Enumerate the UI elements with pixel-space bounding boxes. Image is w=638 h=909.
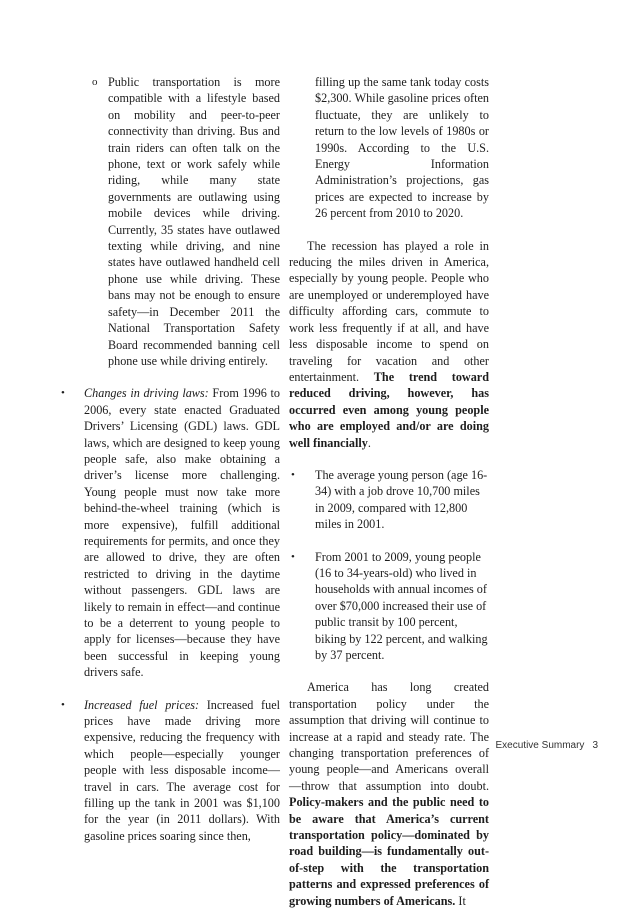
bullet-transit-use: [289, 549, 489, 664]
bullet-marker: •: [291, 468, 295, 481]
bullet-title: Increased fuel prices:: [84, 697, 200, 712]
bullet-body: From 1996 to 2006, every state enacted Graduated Drivers’ Licensing (GDL) laws. GDL laws, which are designed to keep young people safe, also make obtaining a driver’s license more challenging. Young people must now take more behind-the-wheel training (which is more expensive), fulfill additional requirements for permits, and once they are allowed to drive, they are often restricted to driving in the daytime without passengers. GDL laws are likely to remain in effect—and continue to be a deterrent to young people to apply for licenses—because they have been successful in keeping young drivers safe.: [84, 386, 280, 680]
bullet-marker: •: [61, 387, 65, 400]
bullet-marker: •: [291, 550, 295, 563]
policy-bold: Policy-makers and the public need to be aware that America’s current transportation policy—dominated by road building—is fundamentally out-of-step with the transportation patterns and expressed preferences of growing numbers of Americans.: [289, 795, 489, 908]
right-column: [289, 74, 489, 909]
sub-bullet-marker: o: [92, 76, 98, 88]
bullet-text: [84, 385, 280, 680]
policy-plain: America has long created transportation policy under the assumption that driving will continue to increase at a rapid and steady rate. The changing transportation preferences of young people—and Americans overall—throw that assumption into doubt.: [289, 680, 489, 793]
continuation-text: filling up the same tank today costs $2,300. While gasoline prices often fluctuate, they are unlikely to return to the low levels of 1980s or 1990s. According to the U.S. Energy Information Administration’s projections, gas prices are expected to increase by 26 percent from 2010 to 2020.: [315, 75, 489, 221]
sub-bullet-public-transportation: [55, 74, 280, 369]
recession-paragraph: [289, 238, 489, 451]
page-number: 3: [592, 740, 598, 751]
recession-end: .: [367, 435, 371, 450]
policy-end: It: [455, 893, 466, 908]
bullet-average-young-person: [289, 467, 489, 533]
page-footer: [488, 740, 598, 751]
policy-paragraph: [289, 679, 489, 909]
recession-bold: The trend toward reduced driving, however, has occurred even among young people who are employed and/or are doing well financially: [289, 369, 489, 450]
bullet-text: [84, 697, 280, 845]
left-column: [55, 74, 280, 844]
bullet-text: The average young person (age 16-34) with a job drove 10,700 miles in 2009, compared with 12,800 miles in 2001.: [315, 467, 488, 532]
bullet-title: Changes in driving laws:: [84, 386, 209, 401]
footer-label: Executive Summary: [495, 740, 585, 751]
bullet-driving-laws: [55, 385, 280, 680]
bullet-fuel-prices: [55, 697, 280, 845]
bullet-marker: •: [61, 698, 65, 711]
sub-bullet-text: Public transportation is more compatible with a lifestyle based on mobility and peer-to-peer connectivity than driving. Bus and train riders can often talk on the phone, text or work safely while riding, while many state governments are outlawing using mobile devices while driving. Currently, 35 states have outlawed texting while driving, and nine states have outlawed handheld cell phone use while driving. These bans may not be enough to ensure safety—in December 2011 the National Transportation Safety Board recommended banning cell phone use while driving entirely.: [108, 75, 280, 368]
recession-plain: The recession has played a role in reducing the miles driven in America, especially by young people. People who are unemployed or underemployed have difficulty affording cars, commute to work less frequently if at all, and have less disposable income to spend on traveling for vacation and other entertainment.: [289, 238, 489, 384]
bullet-body: Increased fuel prices have made driving more expensive, reducing the frequency with which people—especially younger people with less disposable income—travel in cars. The average cost for filling up the tank in 2001 was $1,100 for the year (in 2011 dollars). With gasoline prices soaring since then,: [84, 697, 280, 843]
bullet-text: From 2001 to 2009, young people (16 to 34-years-old) who lived in households with annual incomes of over $70,000 increased their use of public transit by 100 percent, biking by 122 percent, and walking by 37 percent.: [315, 549, 488, 662]
